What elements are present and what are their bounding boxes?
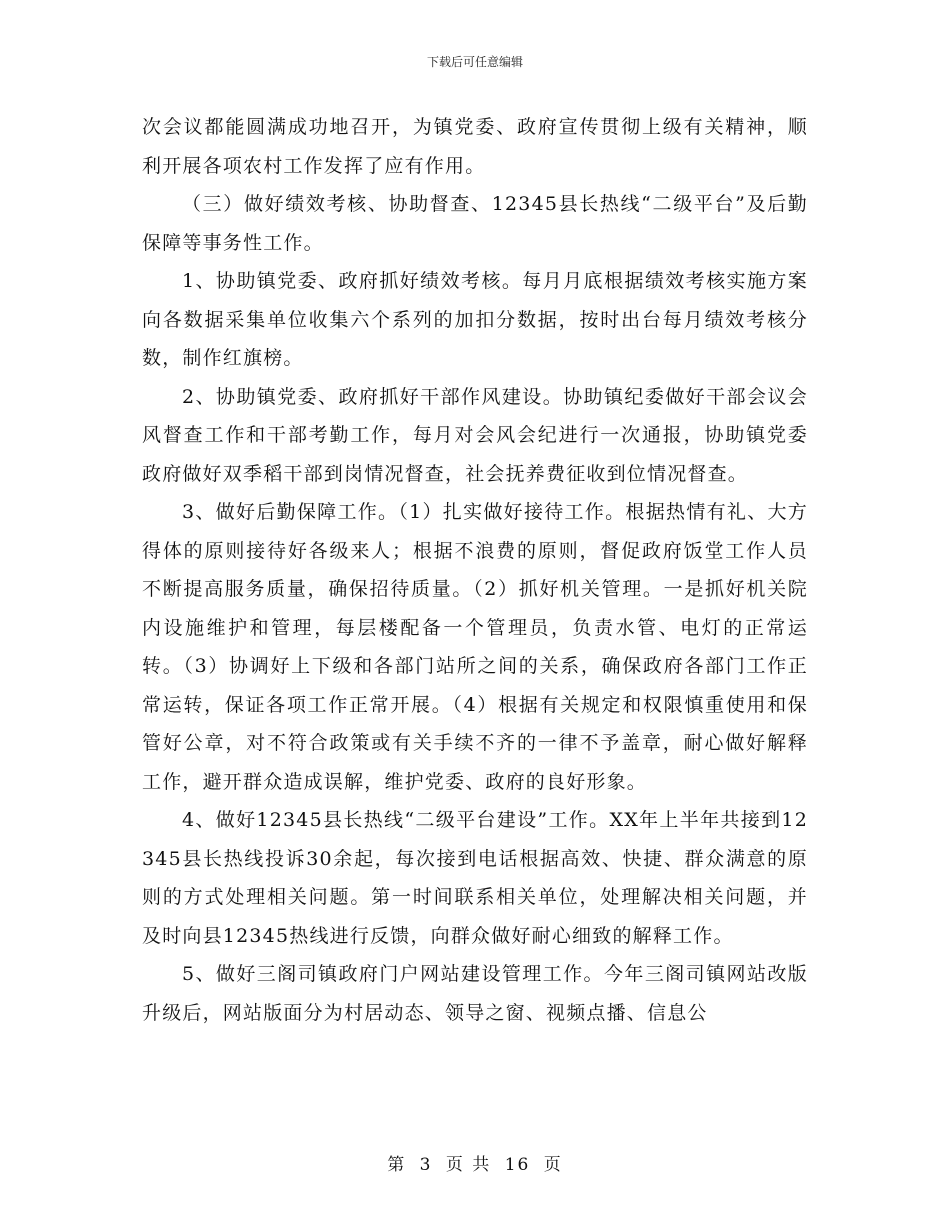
section-heading-three: （三）做好绩效考核、协助督查、12345县长热线“二级平台”及后勤保障等事务性工作。 [142, 193, 808, 254]
page-number: 3 [419, 1155, 433, 1175]
footer-middle: 页 共 [445, 1155, 492, 1175]
page-footer [0, 1154, 950, 1176]
page-total: 16 [504, 1155, 531, 1175]
footer-suffix: 页 [543, 1155, 563, 1175]
document-body [142, 108, 808, 1032]
page-header: 下载后可任意编辑 [426, 55, 523, 69]
paragraph-item-5: 5、做好三阁司镇政府门户网站建设管理工作。今年三阁司镇网站改版升级后，网站版面分为村居动态、领导之窗、视频点播、信息公 [142, 963, 808, 1024]
paragraph-item-2: 2、协助镇党委、政府抓好干部作风建设。协助镇纪委做好干部会议会风督查工作和干部考勤工作，每月对会风会纪进行一次通报，协助镇党委政府做好双季稻干部到岗情况督查，社会抚养费征收到位情况督查。 [142, 385, 808, 485]
paragraph-item-1: 1、协助镇党委、政府抓好绩效考核。每月月底根据绩效考核实施方案向各数据采集单位收集六个系列的加扣分数据，按时出台每月绩效考核分数，制作红旗榜。 [142, 270, 808, 369]
paragraph-item-3: 3、做好后勤保障工作。（1）扎实做好接待工作。根据热情有礼、大方得体的原则接待好各级来人；根据不浪费的原则，督促政府饭堂工作人员不断提高服务质量，确保招待质量。（2）抓好机关管理。一是抓好机关院内设施维护和管理，每层楼配备一个管理员，负责水管、电灯的正常运转。（3）协调好上下级和各部门站所之间的关系，确保政府各部门工作正常运转，保证各项工作正常开展。（4）根据有关规定和权限慎重使用和保管好公章，对不符合政策或有关手续不齐的一律不予盖章，耐心做好解释工作，避开群众造成误解，维护党委、政府的良好形象。 [142, 501, 808, 793]
footer-prefix: 第 [387, 1155, 407, 1175]
paragraph-continuation: 次会议都能圆满成功地召开，为镇党委、政府宣传贯彻上级有关精神，顺利开展各项农村工作发挥了应有作用。 [142, 116, 808, 177]
paragraph-item-4: 4、做好12345县长热线“二级平台建设”工作。XX年上半年共接到12345县长热线投诉30余起，每次接到电话根据高效、快捷、群众满意的原则的方式处理相关问题。第一时间联系相关单位，处理解决相关问题，并及时向县12345热线进行反馈，向群众做好耐心细致的解释工作。 [142, 809, 808, 947]
